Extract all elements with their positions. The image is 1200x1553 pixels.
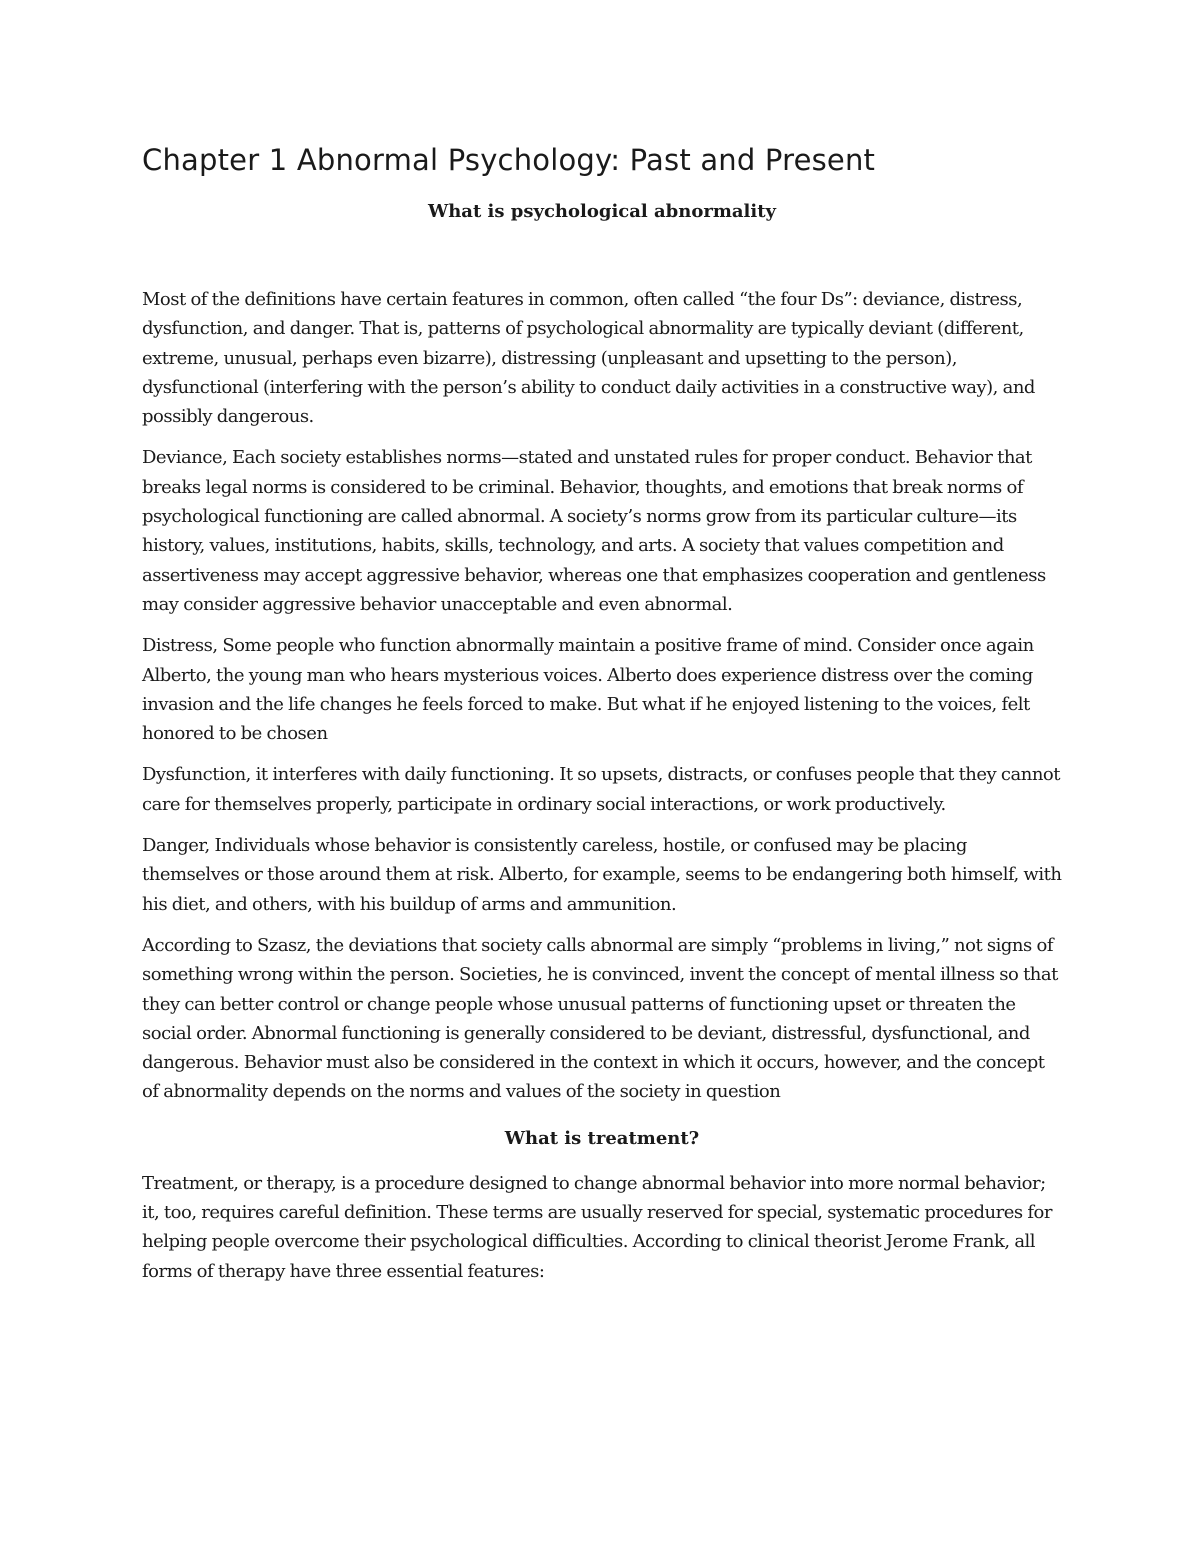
paragraph-szasz: According to Szasz, the deviations that society calls abnormal are simply “problems in living,” not signs of something wrong within the person. Societies, he is convinced, invent the concept of mental illness so that they can better control or change people whose unusual patterns of functioning upset or threaten the social order. Abnormal functioning is generally considered to be deviant, distressful, dysfunctional, and dangerous. Behavior must also be considered in the context in which it occurs, however, and the concept of abnormality depends on the norms and values of the society in question — [142, 934, 1058, 1103]
section-heading-treatment: What is treatment? — [504, 1127, 700, 1149]
paragraph-deviance: Deviance, Each society establishes norms—stated and unstated rules for proper conduct. Behavior that breaks legal norms is considered to be criminal. Behavior, thoughts, and emotions that break norms of psychological functioning are called abnormal. A society’s norms grow from its particular culture—its history, values, institutions, habits, skills, technology, and arts. A society that values competition and assertiveness may accept aggressive behavior, whereas one that emphasizes cooperation and gentleness may consider aggressive behavior unacceptable and even abnormal. — [142, 447, 1046, 615]
paragraph-four-ds: Most of the definitions have certain features in common, often called “the four Ds”: deviance, distress, dysfunction, and danger. That is, patterns of psychological abnormality are typically deviant (different, extreme, unusual, perhaps even bizarre), distressing (unpleasant and upsetting to the person), dysfunctional (interfering with the person’s ability to conduct daily activities in a constructive way), and possibly dangerous. — [142, 289, 1035, 428]
paragraph-distress: Distress, Some people who function abnormally maintain a positive frame of mind. Consider once again Alberto, the young man who hears mysterious voices. Alberto does experience distress over the coming invasion and the life changes he feels forced to make. But what if he enjoyed listening to the voices, felt honored to be chosen — [142, 635, 1034, 745]
paragraph-danger: Danger, Individuals whose behavior is consistently careless, hostile, or confused may be placing themselves or those around them at risk. Alberto, for example, seems to be endangering both himself, with his diet, and others, with his buildup of arms and ammunition. — [142, 835, 1062, 915]
paragraph-dysfunction: Dysfunction, it interferes with daily functioning. It so upsets, distracts, or confuses people that they cannot care for themselves properly, participate in ordinary social interactions, or work productively. — [142, 764, 1060, 815]
section-heading-abnormality: What is psychological abnormality — [428, 201, 776, 222]
page-title: Chapter 1 Abnormal Psychology: Past and Present — [142, 143, 876, 177]
paragraph-treatment: Treatment, or therapy, is a procedure designed to change abnormal behavior into more normal behavior; it, too, requires careful definition. These terms are usually reserved for special, systematic procedures for helping people overcome their psychological difficulties. According to clinical theorist Jerome Frank, all forms of therapy have three essential features: — [142, 1172, 1052, 1282]
document-body — [142, 138, 1062, 1298]
